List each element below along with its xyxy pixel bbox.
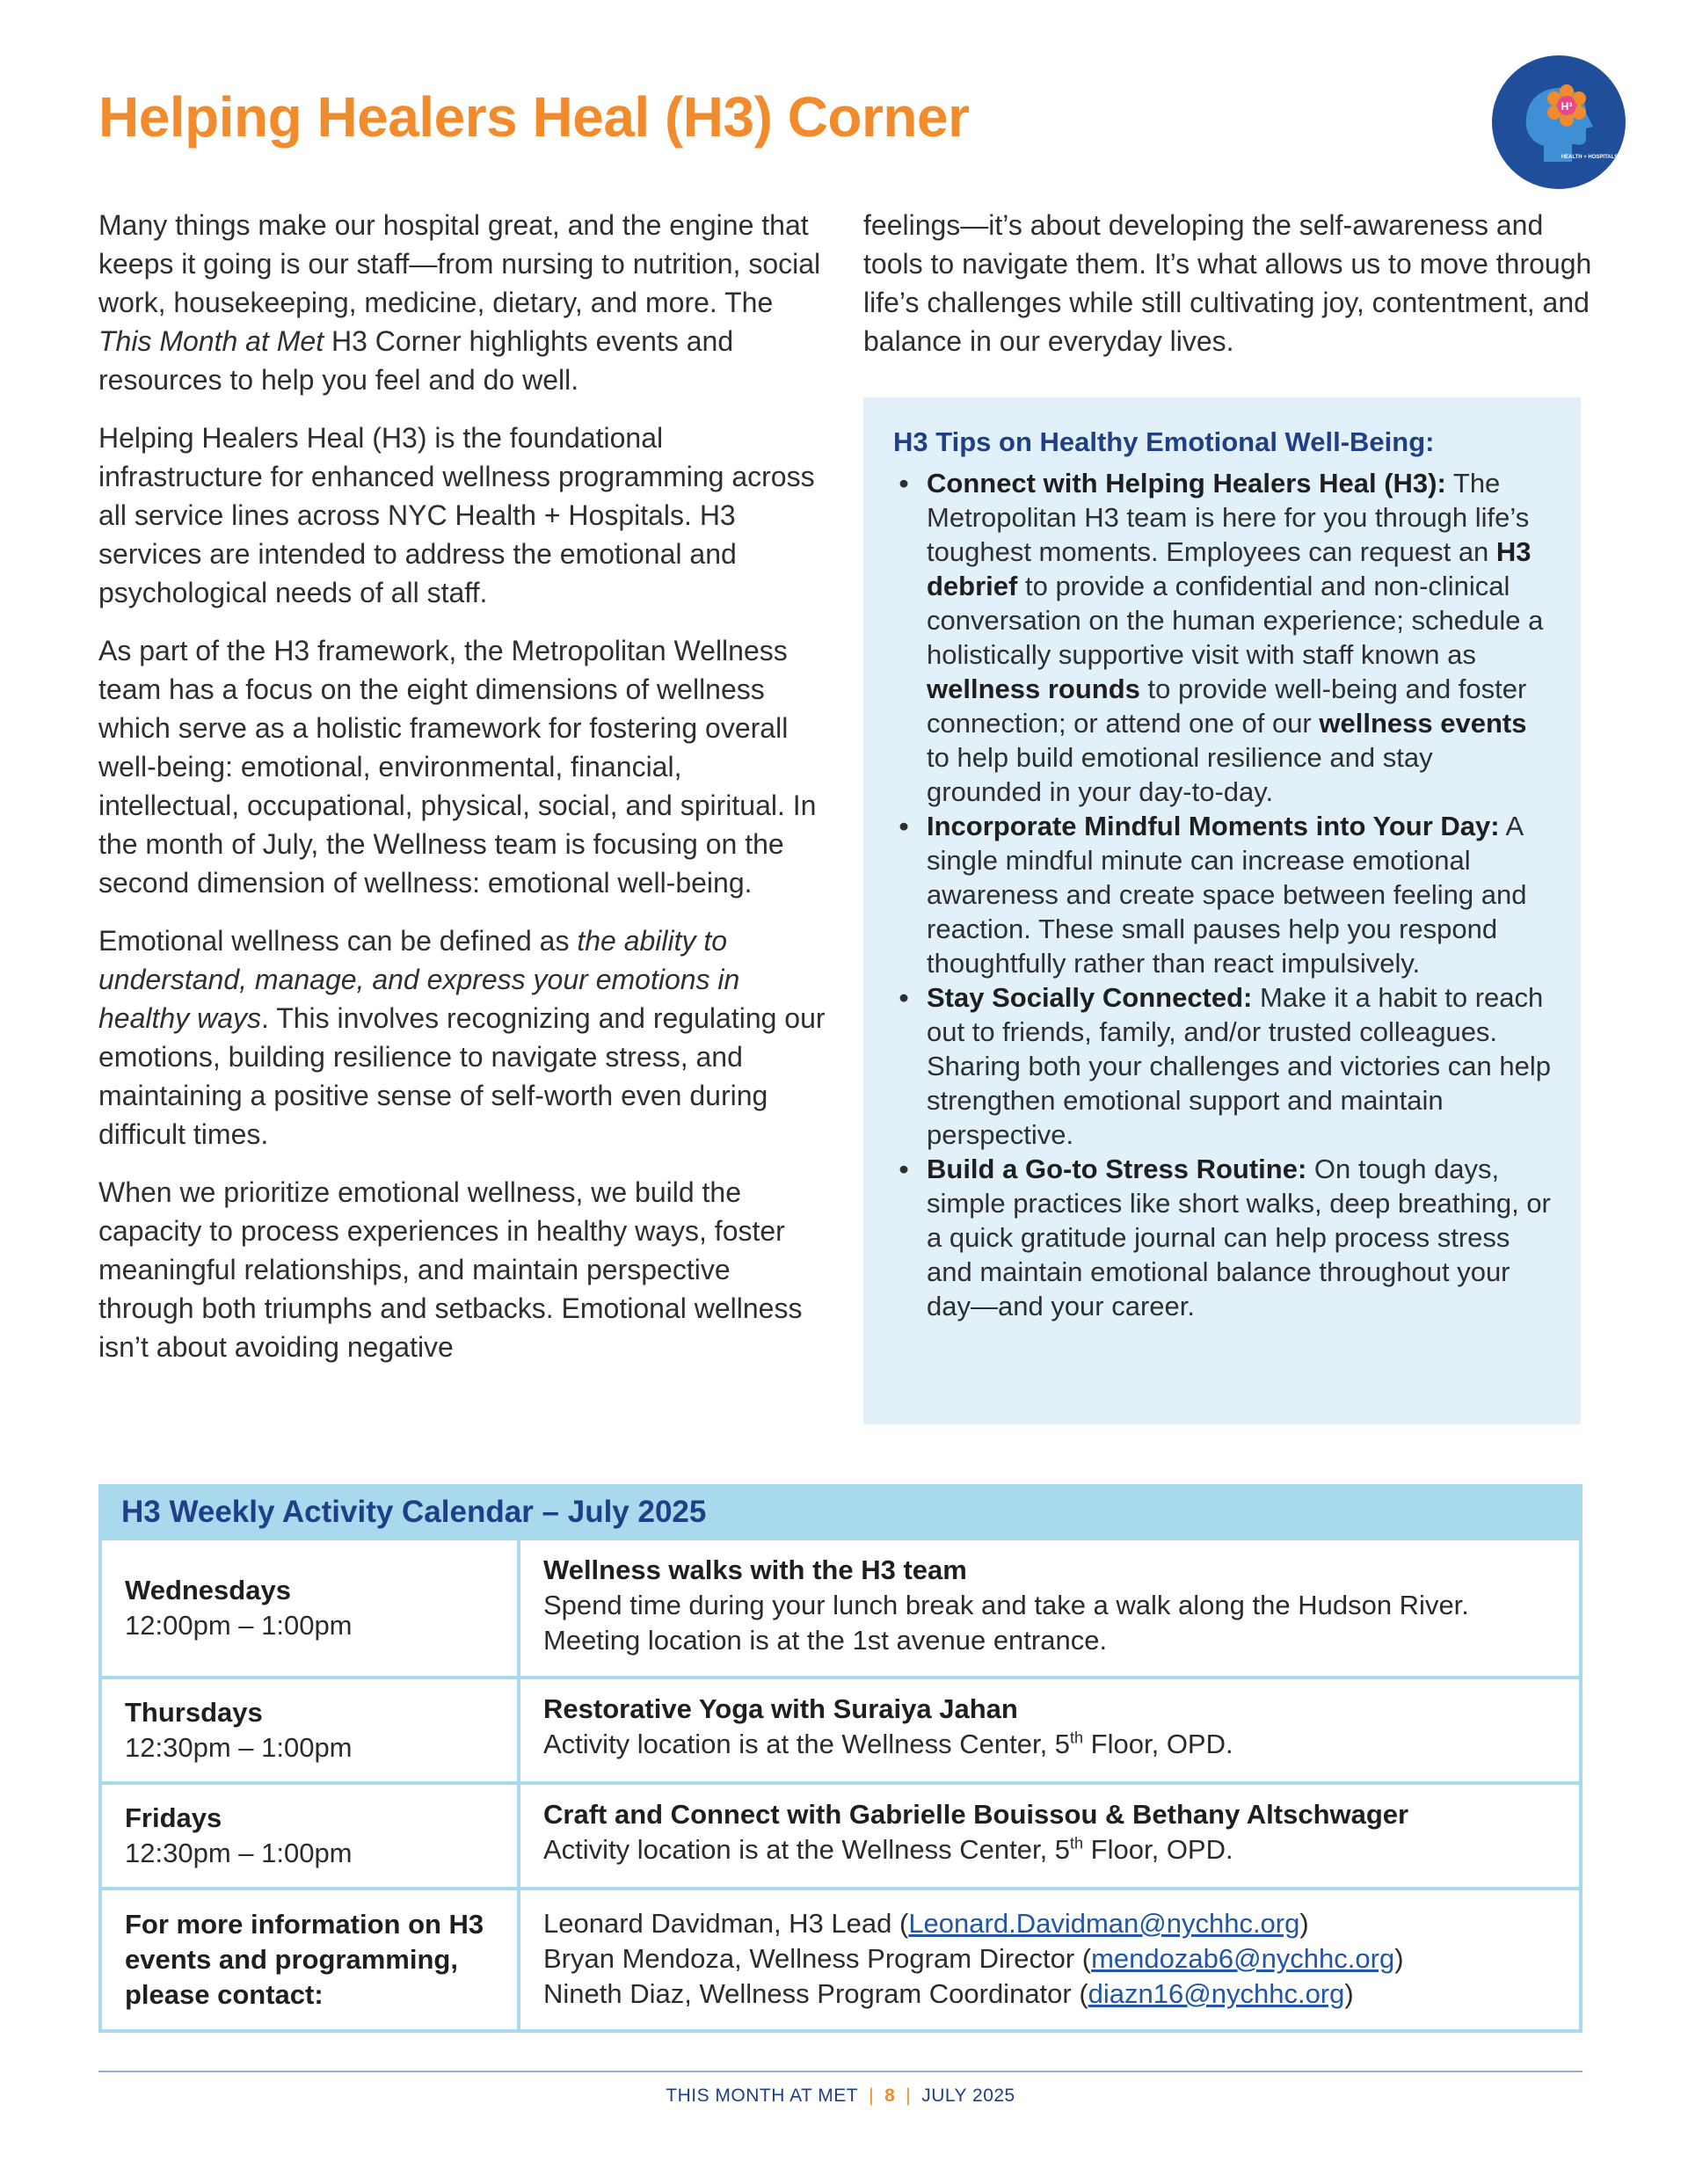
contact-item: Bryan Mendoza, Wellness Program Director (mendozab6@nychhc.org) xyxy=(543,1943,1404,1974)
logo-badge: H³ xyxy=(1561,100,1573,113)
intro-paragraph-1: Many things make our hospital great, and the engine that keeps it going is our staff—from nursing to nutrition, social work, housekeeping, medicine, dietary, and more. The This Month at Met H3 Corner highlights events and resources to help you feel and do well. xyxy=(98,209,821,396)
tip-item: • Stay Socially Connected: Make it a habit to reach out to friends, family, and/or trusted colleagues. Sharing both your challenges and victories can help strengthen emotional support and maintain perspective. xyxy=(899,982,1552,1150)
page-footer: THIS MONTH AT MET | 8 | JULY 2025 xyxy=(666,2086,1015,2106)
tips-heading: H3 Tips on Healthy Emotional Well-Being: xyxy=(893,426,1435,457)
contact-item: Nineth Diaz, Wellness Program Coordinator (diazn16@nychhc.org) xyxy=(543,1978,1354,2009)
footer-date: JULY 2025 xyxy=(921,2086,1015,2106)
footer-publication: THIS MONTH AT MET xyxy=(666,2086,859,2106)
email-link[interactable]: mendozab6@nychhc.org xyxy=(1091,1943,1395,1974)
intro-paragraph-2: Helping Healers Heal (H3) is the foundational infrastructure for enhanced wellness programming across all service lines across NYC Health + Hospitals. H3 services are intended to address the emotional and psychological needs of all staff. xyxy=(98,422,815,608)
table-row xyxy=(102,1676,1579,1781)
page-title: Helping Healers Heal (H3) Corner xyxy=(98,85,970,149)
intro-right-column xyxy=(863,206,1593,380)
calendar-day-cell: Fridays 12:30pm – 1:00pm xyxy=(102,1785,520,1887)
calendar-activity-cell: Restorative Yoga with Suraiya Jahan Activity location is at the Wellness Center, 5th Floor, OPD. xyxy=(543,1693,1233,1759)
h3-logo-icon xyxy=(1491,55,1626,190)
tips-list xyxy=(893,466,1551,1323)
calendar-title: H3 Weekly Activity Calendar – July 2025 xyxy=(102,1488,1579,1537)
page-number: 8 xyxy=(884,2086,896,2106)
calendar-day-cell: Thursdays 12:30pm – 1:00pm xyxy=(102,1679,520,1781)
logo-text: HEALTH + HOSPITALS xyxy=(1561,155,1619,160)
calendar-activity-cell: Craft and Connect with Gabrielle Bouissou & Bethany Altschwager Activity location is at the Wellness Center, 5th Floor, OPD. xyxy=(543,1799,1409,1865)
contact-label: For more information on H3 events and programming, please contact: xyxy=(102,1890,520,2029)
table-row xyxy=(102,1537,1579,1676)
calendar-day-cell: Wednesdays 12:00pm – 1:00pm xyxy=(102,1540,520,1676)
footer-divider xyxy=(98,2071,1582,2072)
table-row xyxy=(102,1887,1579,2029)
tip-item: • Connect with Helping Healers Heal (H3): The Metropolitan H3 team is here for you through life’s toughest moments. Employees can request an H3 debrief to provide a confidential and non-clinical conversation on the human experience; schedule a holistically supportive visit with staff known as wellness rounds to provide well-being and foster connection; or attend one of our wellness events to help build emotional resilience and stay grounded in your day-to-day. xyxy=(899,468,1544,807)
contact-list xyxy=(520,1890,1579,2029)
intro-paragraph-4: Emotional wellness can be defined as the ability to understand, manage, and express your emotions in healthy ways. This involves recognizing and regulating our emotions, building resilience to navigate stress, and maintaining a positive sense of self-worth even during difficult times. xyxy=(98,925,826,1150)
contact-item: Leonard Davidman, H3 Lead (Leonard.Davidman@nychhc.org) xyxy=(543,1908,1309,1939)
table-row xyxy=(102,1781,1579,1887)
tips-box xyxy=(863,397,1581,1424)
intro-paragraph-6: feelings—it’s about developing the self-awareness and tools to navigate them. It’s what allows us to move through life’s challenges while still cultivating joy, contentment, and balance in our everyday lives. xyxy=(863,209,1592,357)
intro-paragraph-5: When we prioritize emotional wellness, we build the capacity to process experiences in healthy ways, foster meaningful relationships, and maintain perspective through both triumphs and setbacks. Emotional wellness isn’t about avoiding negative xyxy=(98,1176,803,1363)
tip-item: • Build a Go-to Stress Routine: On tough days, simple practices like short walks, deep breathing, or a quick gratitude journal can help process stress and maintain emotional balance throughout your day—and your career. xyxy=(899,1154,1551,1321)
intro-paragraph-3: As part of the H3 framework, the Metropolitan Wellness team has a focus on the eight dimensions of wellness which serve as a holistic framework for fostering overall well-being: emotional, environmental, financial, intellectual, occupational, physical, social, and spiritual. In the month of July, the Wellness team is focusing on the second dimension of wellness: emotional well-being. xyxy=(98,635,817,899)
intro-left-column xyxy=(98,206,828,1386)
calendar-activity-cell: Wellness walks with the H3 team Spend time during your lunch break and take a walk along the Hudson River. Meeting location is at the 1st avenue entrance. xyxy=(543,1554,1469,1656)
tip-item: • Incorporate Mindful Moments into Your Day: A single mindful minute can increase emotional awareness and create space between feeling and reaction. These small pauses help you respond thoughtfully rather than react impulsively. xyxy=(899,811,1527,979)
activity-calendar xyxy=(98,1484,1582,2033)
email-link[interactable]: Leonard.Davidman@nychhc.org xyxy=(908,1908,1300,1939)
email-link[interactable]: diazn16@nychhc.org xyxy=(1088,1978,1345,2009)
